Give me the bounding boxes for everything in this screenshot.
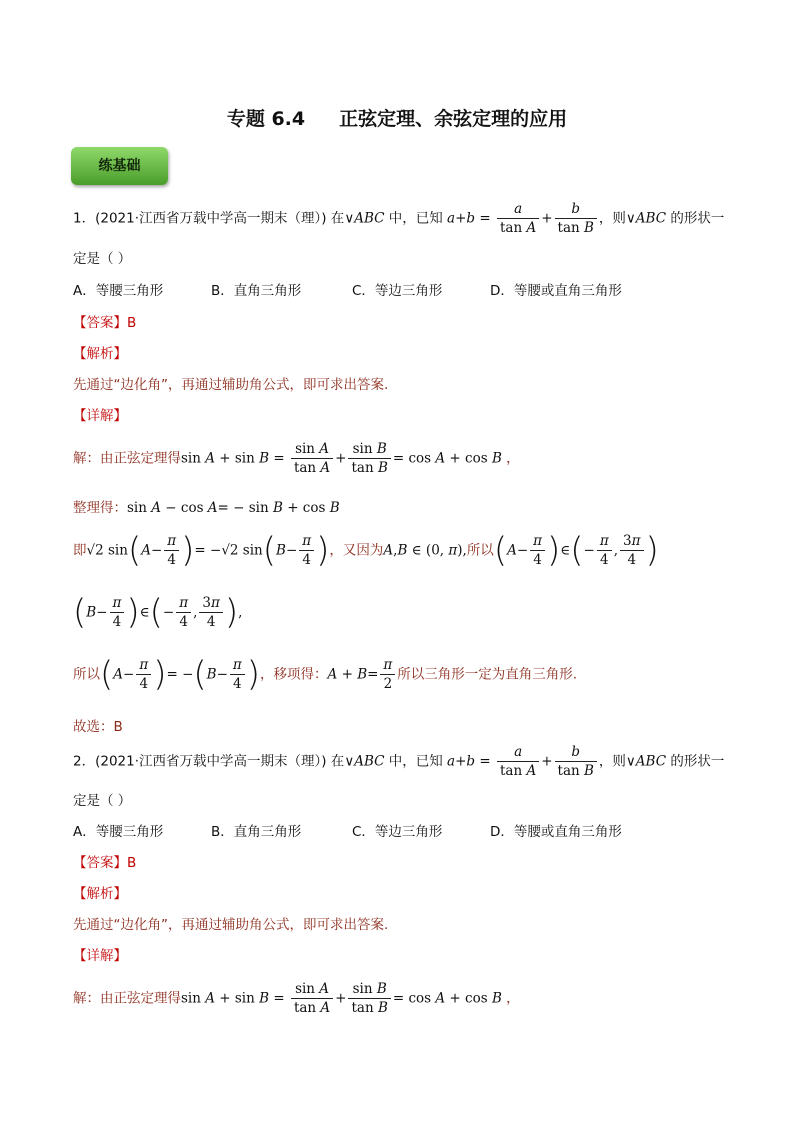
q1-detail-5: 所以(A− $\frac{\pi}{4}$ )= −(B− $\frac{\pi}{4}$ )，移项得：A + B= $\frac{\pi}{2}$ 所以三角形一定为直角三角形.	[73, 654, 578, 695]
q1-detail-2: 整理得：sin A − cos A= − sin B + cos B	[73, 500, 340, 516]
q1-options	[73, 279, 622, 299]
page-title	[0, 104, 794, 131]
q2-options	[73, 820, 622, 840]
q2-detail-head: 【详解】	[73, 948, 127, 964]
section-badge: 练基础	[71, 147, 168, 185]
q1-option-a: A．等腰三角形	[73, 283, 164, 299]
q1-detail-head: 【详解】	[73, 408, 127, 424]
q1-analysis-head: 【解析】	[73, 346, 127, 362]
q2-stem: 2．(2021·江西省万载中学高一期末（理）) 在∨ABC 中，已知 a+b = $\frac{a}{\text{tan A}}$ + $\frac{b}{\text{tan B}}$ ，则∨ABC 的形状一	[73, 744, 725, 779]
q1-option-c: C．等边三角形	[352, 283, 443, 299]
title-number: 专题 6.4	[226, 108, 306, 130]
q1-stem: 1．(2021·江西省万载中学高一期末（理）) 在∨ABC 中，已知 a+b = $\frac{a}{\text{tan A}}$ + $\frac{b}{\text{tan B}}$ ，则∨ABC 的形状一	[73, 201, 725, 236]
q1-choose: 故选：B	[73, 719, 123, 735]
q2-option-c: C．等边三角形	[352, 824, 443, 840]
q2-option-d: D．等腰或直角三角形	[490, 824, 622, 840]
q1-detail-1: 解：由正弦定理得sin A + sin B = $\frac{\text{sin A}}{\text{tan A}}$ + $\frac{\text{sin B}}{\text{tan B}}$ = cos A + cos B ，	[73, 441, 520, 476]
q1-stem-cont: 定是（ ）	[73, 251, 132, 267]
q2-answer: 【答案】B	[73, 855, 137, 871]
q2-option-a: A．等腰三角形	[73, 824, 164, 840]
q1-answer: 【答案】B	[73, 315, 137, 331]
q2-detail-1: 解：由正弦定理得sin A + sin B = $\frac{\text{sin A}}{\text{tan A}}$ + $\frac{\text{sin B}}{\text{tan B}}$ = cos A + cos B ，	[73, 981, 520, 1016]
title-text: 正弦定理、余弦定理的应用	[339, 108, 568, 130]
q2-analysis-head: 【解析】	[73, 886, 127, 902]
q1-detail-3: 即√2 sin(A− $\frac{\pi}{4}$ )= −√2 sin(B− $\frac{\pi}{4}$ )，又因为A,B ∈ (0, π),所以(A− $\frac{\pi}{4}$ )∈(− $\frac{\pi}{4}$ , $\frac{3\pi}{4}$ )	[73, 530, 659, 571]
q1-detail-4: (B− $\frac{\pi}{4}$ )∈(− $\frac{\pi}{4}$ , $\frac{3\pi}{4}$ ),	[73, 592, 243, 633]
q1-analysis: 先通过“边化角”，再通过辅助角公式，即可求出答案.	[73, 377, 389, 393]
q1-option-d: D．等腰或直角三角形	[490, 283, 622, 299]
q2-stem-cont: 定是（ ）	[73, 793, 132, 809]
q2-analysis: 先通过“边化角”，再通过辅助角公式，即可求出答案.	[73, 917, 389, 933]
q2-option-b: B．直角三角形	[211, 824, 302, 840]
q1-option-b: B．直角三角形	[211, 283, 302, 299]
